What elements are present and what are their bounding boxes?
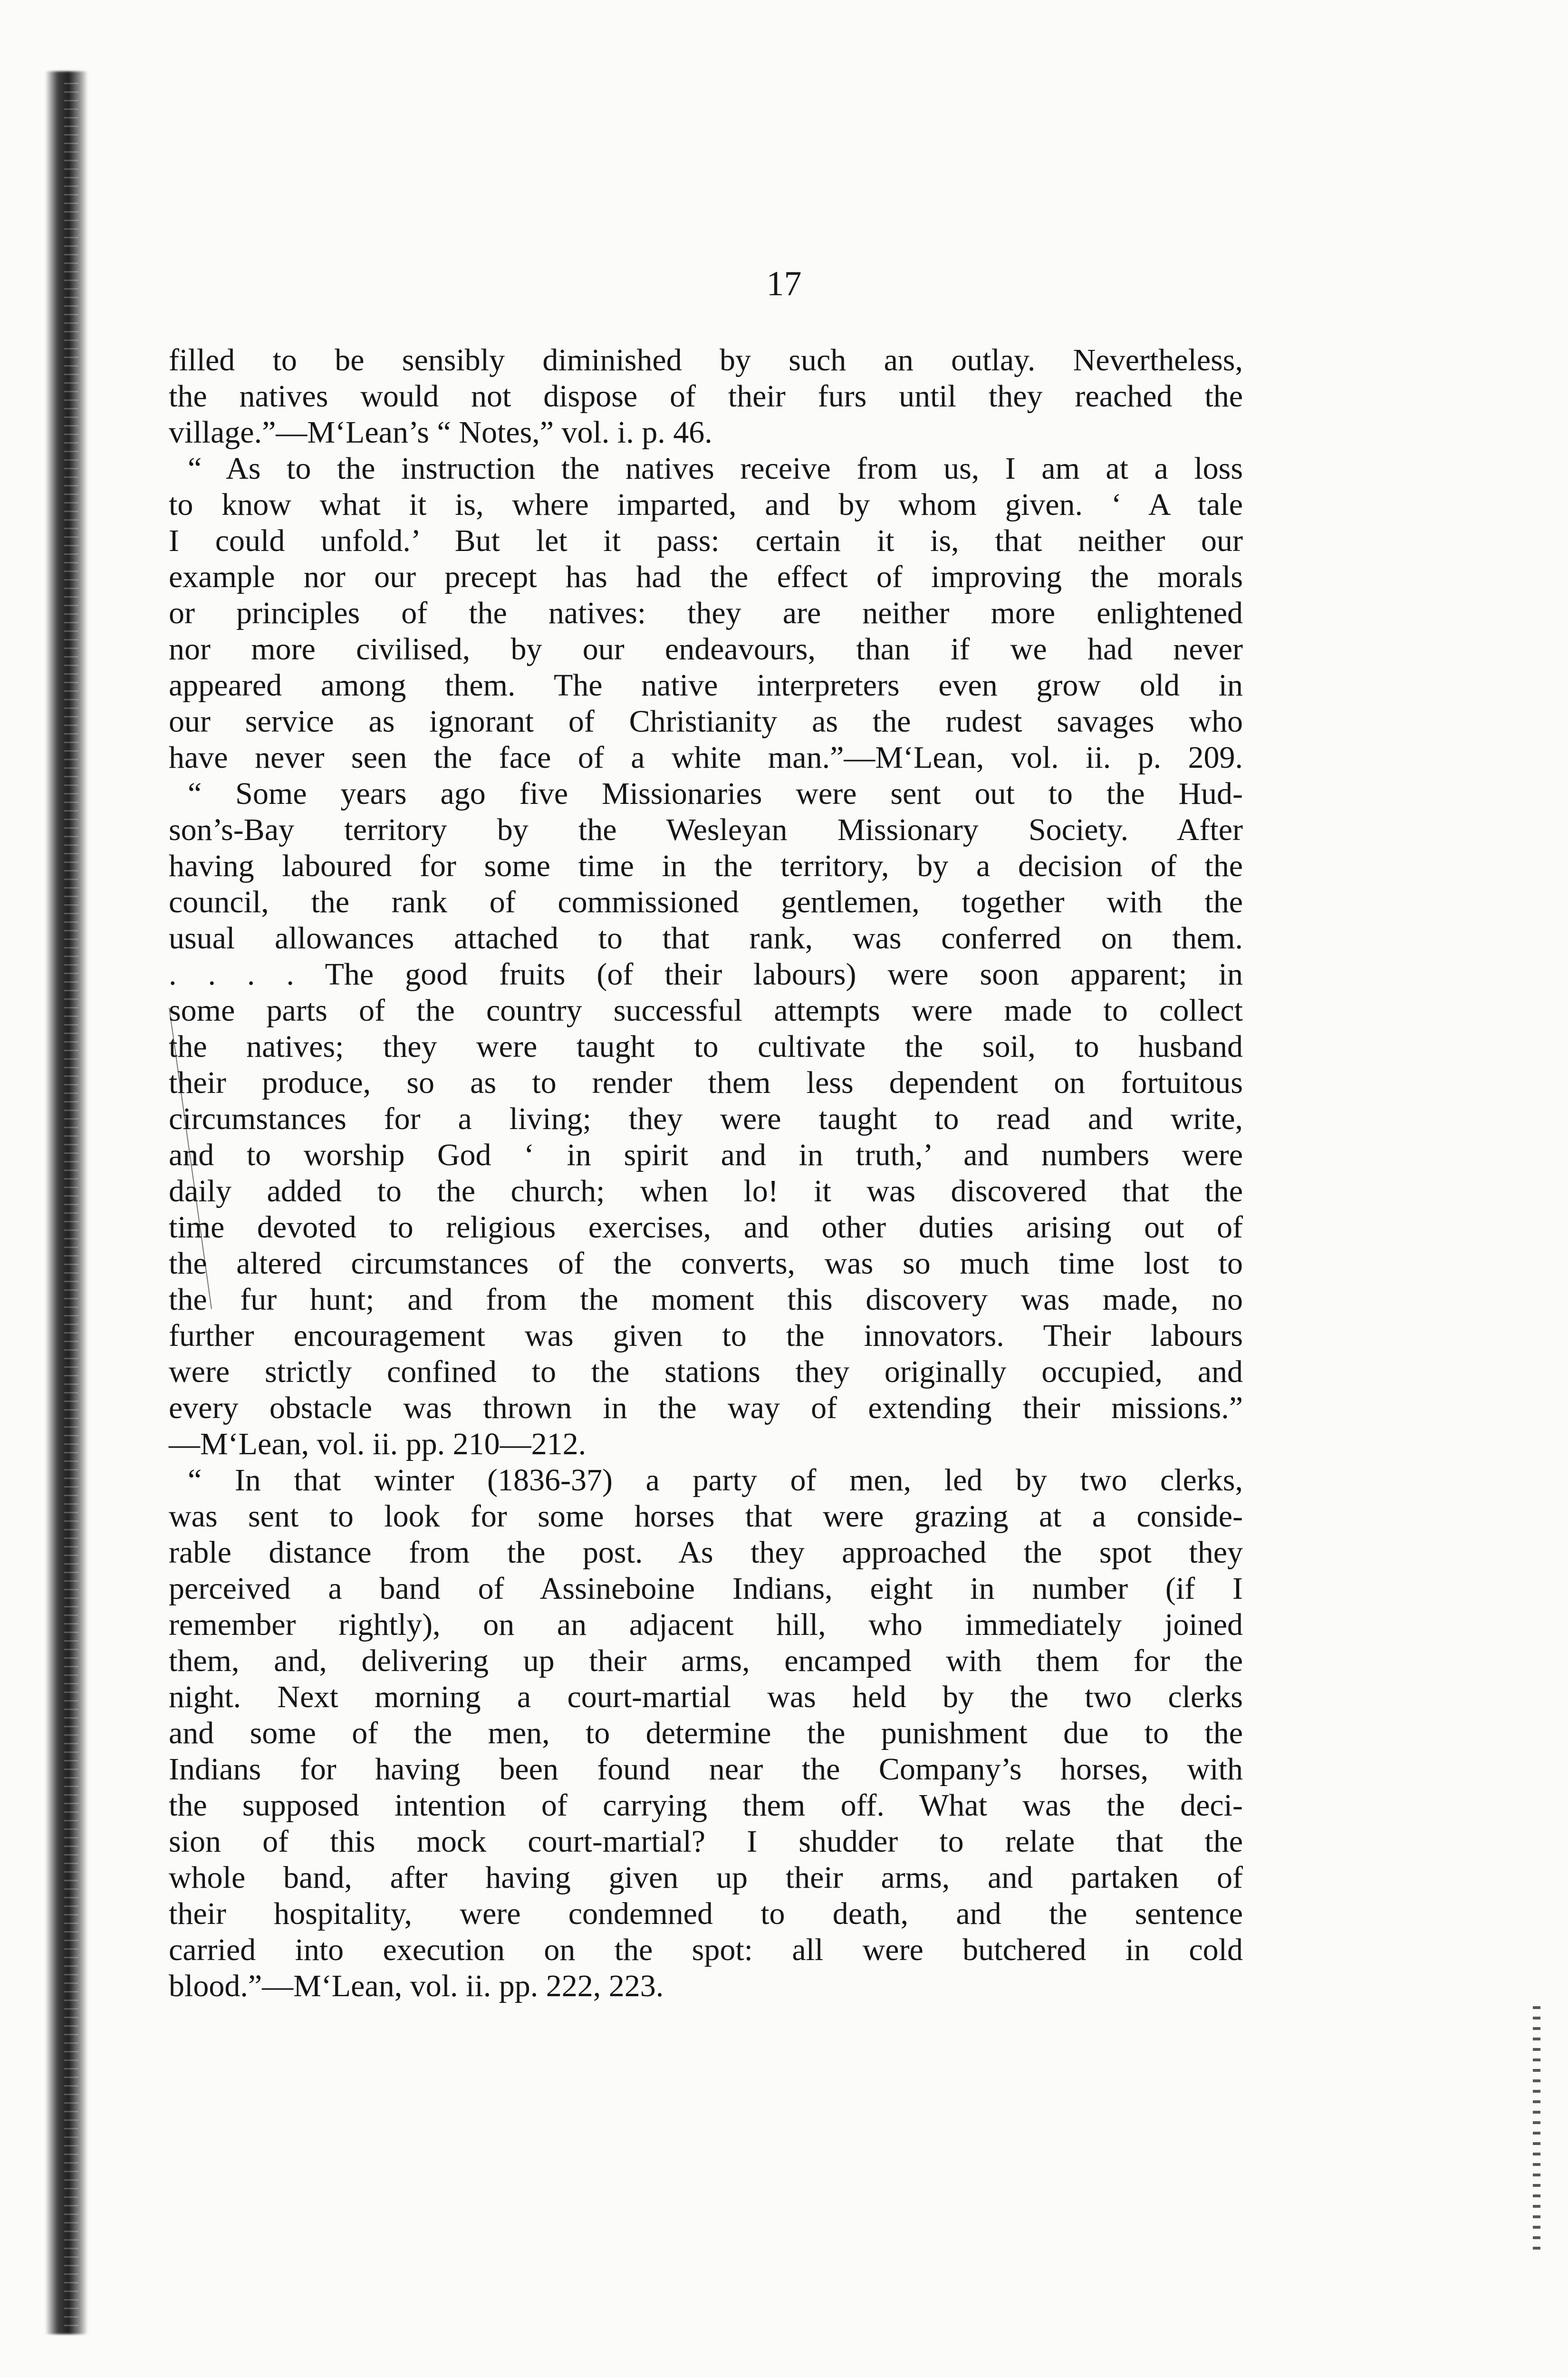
text-line: further encouragement was given to the innovators. Their labours (169, 1318, 1243, 1353)
text-line: and to worship God ‘ in spirit and in truth,’ and numbers were (169, 1138, 1243, 1172)
text-line: whole band, after having given up their arms, and partaken of (169, 1860, 1243, 1895)
text-line: them, and, delivering up their arms, encamped with them for the (169, 1643, 1243, 1678)
binding-streaks (64, 76, 78, 2329)
text-line: circumstances for a living; they were taught to read and write, (169, 1102, 1243, 1136)
text-line: sion of this mock court-martial? I shudder to relate that the (169, 1824, 1243, 1859)
text-line: or principles of the natives: they are neither more enlightened (169, 596, 1243, 630)
text-line: having laboured for some time in the territory, by a decision of the (169, 849, 1243, 883)
text-line: usual allowances attached to that rank, was conferred on them. (169, 921, 1243, 956)
text-line: —M‘Lean, vol. ii. pp. 210—212. (169, 1427, 587, 1461)
text-line: every obstacle was thrown in the way of extending their missions.” (169, 1391, 1243, 1425)
text-line: night. Next morning a court-martial was held by the two clerks (169, 1680, 1243, 1714)
text-line: some parts of the country successful attempts were made to collect (169, 993, 1243, 1028)
text-line: the supposed intention of carrying them off. What was the deci- (169, 1788, 1243, 1823)
text-line: “ As to the instruction the natives receive from us, I am at a loss (188, 451, 1243, 486)
text-line: time devoted to religious exercises, and other duties arising out of (169, 1210, 1243, 1245)
body-text (169, 342, 1243, 2004)
text-line: example nor our precept has had the effect of improving the morals (169, 560, 1243, 594)
text-line: the natives; they were taught to cultivate the soil, to husband (169, 1029, 1243, 1064)
text-line: their produce, so as to render them less dependent on fortuitous (169, 1065, 1243, 1100)
text-line: to know what it is, where imparted, and by whom given. ‘ A tale (169, 487, 1243, 522)
text-line: and some of the men, to determine the punishment due to the (169, 1716, 1243, 1750)
text-line: were strictly confined to the stations they originally occupied, and (169, 1354, 1243, 1389)
text-line: carried into execution on the spot: all were butchered in cold (169, 1933, 1243, 1967)
text-line: blood.”—M‘Lean, vol. ii. pp. 222, 223. (169, 1969, 664, 2003)
text-line: I could unfold.’ But let it pass: certain it is, that neither our (169, 523, 1243, 558)
text-line: rable distance from the post. As they approached the spot they (169, 1535, 1243, 1570)
text-line: “ Some years ago five Missionaries were sent out to the Hud- (188, 776, 1243, 811)
text-line: the natives would not dispose of their furs until they reached the (169, 379, 1243, 414)
text-line: remember rightly), on an adjacent hill, who immediately joined (169, 1607, 1243, 1642)
text-line: the fur hunt; and from the moment this discovery was made, no (169, 1282, 1243, 1317)
text-line: village.”—M‘Lean’s “ Notes,” vol. i. p. 46. (169, 415, 712, 450)
margin-marks (1533, 2006, 1540, 2253)
text-line: Indians for having been found near the Company’s horses, with (169, 1752, 1243, 1787)
text-line: daily added to the church; when lo! it was discovered that the (169, 1174, 1243, 1208)
text-line: . . . . The good fruits (of their labours) were soon apparent; in (169, 957, 1243, 992)
page-number: 17 (766, 264, 802, 303)
text-line: son’s-Bay territory by the Wesleyan Missionary Society. After (169, 812, 1243, 847)
text-line: council, the rank of commissioned gentlemen, together with the (169, 885, 1243, 919)
text-line: was sent to look for some horses that were grazing at a conside- (169, 1499, 1243, 1534)
text-line: our service as ignorant of Christianity as the rudest savages who (169, 704, 1243, 739)
text-line: nor more civilised, by our endeavours, than if we had never (169, 632, 1243, 667)
text-line: appeared among them. The native interpreters even grow old in (169, 668, 1243, 703)
text-line: the altered circumstances of the converts, was so much time lost to (169, 1246, 1243, 1281)
text-line: their hospitality, were condemned to death, and the sentence (169, 1896, 1243, 1931)
text-line: filled to be sensibly diminished by such an outlay. Nevertheless, (169, 343, 1243, 377)
text-line: “ In that winter (1836-37) a party of men, led by two clerks, (188, 1463, 1243, 1498)
text-line: perceived a band of Assineboine Indians, eight in number (if I (169, 1571, 1243, 1606)
text-line: have never seen the face of a white man.”—M‘Lean, vol. ii. p. 209. (169, 740, 1243, 775)
